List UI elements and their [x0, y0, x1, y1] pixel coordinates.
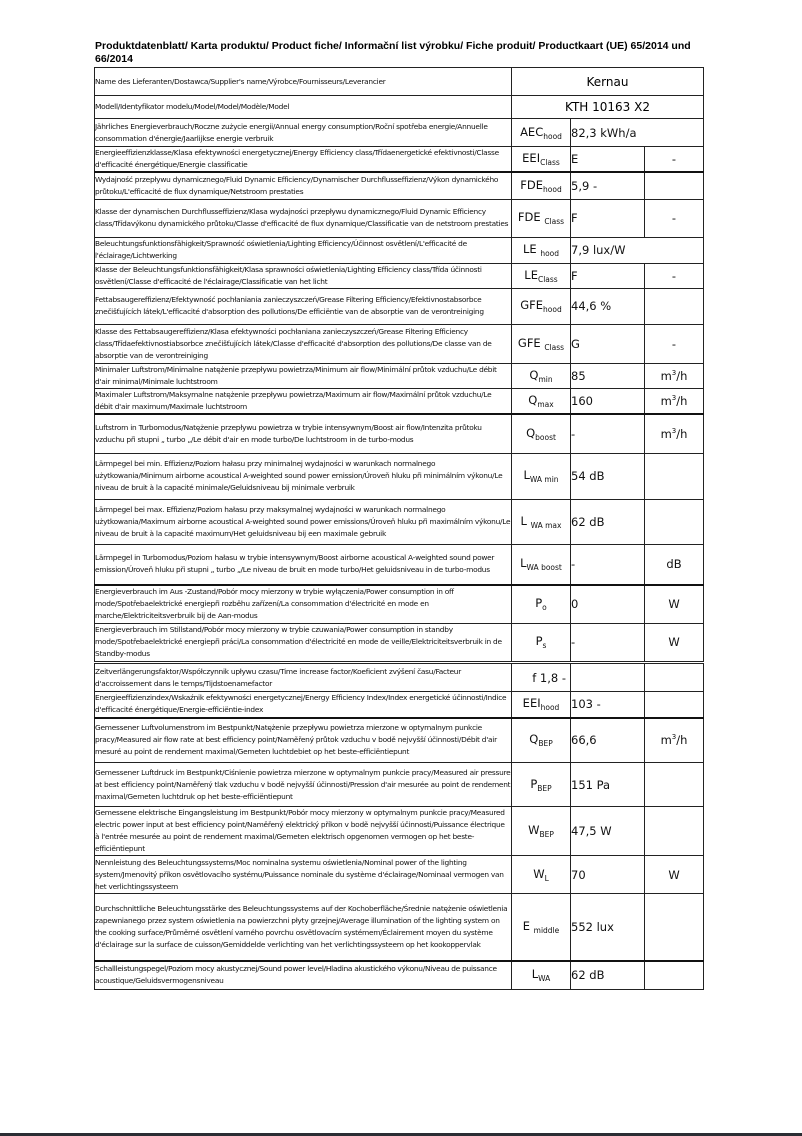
row-symbol: $EEI_{Class}$ — [512, 147, 571, 173]
row-label: Lärmpegel bei max. Effizienz/Poziom hałasu przy maksymalnej wydajności w warunkach normalnego użytkowania/Maximum airborne acoustical A-weighted sound power emissions/Úroveň hluku při maximálním výkonu/Le niveau de bruit à la capacité maximum/Het geluidsniveau bij een maximale gebruik — [95, 499, 512, 544]
row-unit: W — [645, 623, 704, 661]
row-value: F — [571, 263, 645, 288]
table-row-time-factor — [95, 664, 704, 692]
table-row-gfe-class — [95, 324, 704, 363]
supplier-label: Name des Lieferanten/Dostawca/Supplier's name/Výrobce/Fournisseurs/Leverancier — [95, 68, 512, 96]
row-unit: $m^3/h$ — [645, 363, 704, 388]
table-row-le-hood — [95, 237, 704, 263]
row-unit: - — [645, 199, 704, 237]
table-row-eei-class — [95, 147, 704, 173]
model-value: KTH 10163 X2 — [512, 96, 704, 119]
table-row-wl — [95, 856, 704, 894]
row-value — [571, 664, 645, 692]
row-label: Klasse des Fettabsaugereffizienz/Klasa efektywności pochłaniana zanieczyszczeń/Grease Filtering Efficiency class/Třídaefektivnostiabsorbce znečišťujících látek/Classe d'efficacité d'absorption des pollutions/De classe van de absorptie van de verontreiniging — [95, 324, 512, 363]
table-row-p-bep — [95, 763, 704, 807]
row-symbol: $P_s$ — [512, 623, 571, 661]
row-value: 62 dB — [571, 499, 645, 544]
table-row-e-middle — [95, 894, 704, 961]
row-value: 7,9 lux/W — [571, 237, 704, 263]
row-value: 70 — [571, 856, 645, 894]
table-row-q-boost — [95, 414, 704, 453]
row-value: 160 — [571, 388, 645, 414]
row-symbol: $P_o$ — [512, 585, 571, 623]
table-row-po — [95, 585, 704, 623]
row-symbol: $AEC_{hood}$ — [512, 119, 571, 147]
row-symbol: $L_{WA boost}$ — [512, 544, 571, 585]
row-symbol: $Q_{max}$ — [512, 388, 571, 414]
row-value: - — [571, 623, 645, 661]
row-value: 151 Pa — [571, 763, 645, 807]
table-row-q-bep — [95, 718, 704, 763]
row-label: Maximaler Luftstrom/Maksymalne natężenie przepływu powietrza/Maximum air flow/Maximální průtok vzduchu/Le débit d'air maximum/Maximale luchtstroom — [95, 388, 512, 414]
row-value: 552 lux — [571, 894, 645, 961]
table-row-ps — [95, 623, 704, 661]
row-value: G — [571, 324, 645, 363]
row-label: Zeitverlängerungsfaktor/Współczynnik upływu czasu/Time increase factor/Koeficient zvýšení času/Facteur d'accroissement dans le temps/Tijdstoenamefactor — [95, 664, 512, 692]
row-symbol: $Q_{BEP}$ — [512, 718, 571, 763]
row-unit: - — [645, 147, 704, 173]
product-fiche-table-1 — [94, 67, 704, 662]
row-unit: - — [645, 324, 704, 363]
row-label: Gemessener Luftdruck im Bestpunkt/Ciśnienie powietrza mierzone w optymalnym punkcie pracy/Measured air pressure at best efficiency point/Naměřený tlak vzduchu v bodě nejvyšší účinnosti/Pression d'air mesurée au point de rendement maximal/Gemeten luchtdruk op het beste-efficiëntiepunt — [95, 763, 512, 807]
row-unit — [645, 961, 704, 990]
row-label: Wydajność przepływu dynamicznego/Fluid Dynamic Efficiency/Dynamischer Durchflusseffizienz/Výkon dynamického průtoku/L'efficacité de flux dynamique/Netstroom prestaties — [95, 172, 512, 199]
row-symbol: $Q_{min}$ — [512, 363, 571, 388]
row-unit — [645, 894, 704, 961]
supplier-value: Kernau — [512, 68, 704, 96]
row-label: Energieeffizienzindex/Wskaźnik efektywności energetycznej/Energy Efficiency Index/Index energetické účinnosti/Indice d'efficacité énergétique/Energie-efficiëntie-index — [95, 692, 512, 718]
row-symbol: $EEI_{hood}$ — [512, 692, 571, 718]
row-unit: $m^3/h$ — [645, 718, 704, 763]
row-symbol: $FDE_{hood}$ — [512, 172, 571, 199]
table-row-le-class — [95, 263, 704, 288]
row-symbol: L $_{WA max}$ — [512, 499, 571, 544]
row-value: - — [571, 544, 645, 585]
row-value: 85 — [571, 363, 645, 388]
row-unit: $m^3/h$ — [645, 388, 704, 414]
row-symbol: $P_{BEP}$ — [512, 763, 571, 807]
table-row-q-max — [95, 388, 704, 414]
row-value: 5,9 - — [571, 172, 645, 199]
row-value: 44,6 % — [571, 288, 645, 324]
row-unit — [645, 807, 704, 856]
table-row-lwa — [95, 961, 704, 990]
row-symbol: LE $_{hood}$ — [512, 237, 571, 263]
row-unit — [645, 763, 704, 807]
row-value: 54 dB — [571, 453, 645, 499]
row-unit — [645, 172, 704, 199]
row-symbol: FDE $_{Class}$ — [512, 199, 571, 237]
table-row-aec — [95, 119, 704, 147]
row-label: Energieeffizienzklasse/Klasa efektywności energetycznej/Energy Efficiency class/Třídaenergetické efektivnosti/Classe d'efficacité énergétique/Energie classificatie — [95, 147, 512, 173]
row-label: Nennleistung des Beleuchtungssystems/Moc nominalna systemu oświetlenia/Nominal power of the lighting system/Jmenovitý příkon osvětlovacího systému/Puissance nominale du système d'éclairage/Nominaal vermogen van het verlichtingssysteem — [95, 856, 512, 894]
row-value: - — [571, 414, 645, 453]
document-title: Produktdatenblatt/ Karta produktu/ Product fiche/ Informační list výrobku/ Fiche produit/ Productkaart (UE) 65/2014 und 66/2014 — [95, 40, 691, 65]
row-label: Lärmpegel bei min. Effizienz/Poziom hałasu przy minimalnej wydajności w warunkach normalnego użytkowania/Minimum airborne acoustical A-weighted sound power emission/Úroveň hluku při minimálním výkonu/Le niveau de bruit à la capacité minimale/Geluidsniveau bij minimale verbruik — [95, 453, 512, 499]
table-row-gfe-hood — [95, 288, 704, 324]
row-label: Gemessener Luftvolumenstrom im Bestpunkt/Natężenie przepływu powietrza mierzone w optymalnym punkcie pracy/Measured air flow rate at best efficiency point/Naměřený průtok vzduchu v bodě nejvyšší účinnosti/Débit d'air mesuré au point de rendement maximal/Gemeten luchtdebiet op het beste-efficiëntiepunt — [95, 718, 512, 763]
row-unit — [645, 499, 704, 544]
row-symbol: $GFE_{hood}$ — [512, 288, 571, 324]
row-label: Fettabsaugereffizienz/Efektywność pochłaniania zanieczyszczeń/Grease Filtering Efficiency/Efektivnostabsorbce znečišťujících látek/L'efficacité d'absorption des pollutions/De efficiëntie van de absorptie van de verontreiniging — [95, 288, 512, 324]
product-fiche-table-2 — [94, 663, 704, 990]
row-value: 103 - — [571, 692, 645, 718]
row-value: 82,3 kWh/a — [571, 119, 704, 147]
row-label: Energieverbrauch im Stillstand/Pobór mocy mierzony w trybie czuwania/Power consumption in standby mode/Spotřebaelektrické energiepři práci/La consommation d'électricité en mode de veille/Elektriciteitsverbruik in de Standby-modus — [95, 623, 512, 661]
row-label: Klasse der Beleuchtungsfunktionsfähigkeit/Klasa sprawności oświetlenia/Lighting Efficiency class/Třída účinnosti osvětlení/Classe d'efficacité de l'éclairage/Classificatie van het licht — [95, 263, 512, 288]
row-label: Luftstrom in Turbomodus/Natężenie przepływu powietrza w trybie intensywnym/Boost air flow/Intenzita průtoku vzduchu při stupni „ turbo „/Le débit d'air en mode turbo/De luchtstroom in de turbo-modus — [95, 414, 512, 453]
row-label: Minimaler Luftstrom/Minimalne natężenie przepływu powietrza/Minimum air flow/Minimální průtok vzduchu/Le débit d'air minimal/Minimale luchtstroom — [95, 363, 512, 388]
row-label: Schallleistungspegel/Poziom mocy akustycznej/Sound power level/Hladina akustického výkonu/Niveau de puissance acoustique/Geluidsvermogensniveau — [95, 961, 512, 990]
row-label: Energieverbrauch im Aus -Zustand/Pobór mocy mierzony w trybie wyłączenia/Power consumption in off mode/Spotřebaelektrické energiepři rozběhu zařízení/La consommation d'électricité en mode en marche/Elektriciteitsverbruik bij de Aan-modus — [95, 585, 512, 623]
row-label: Jährliches Energieverbrauch/Roczne zużycie energii/Annual energy consumption/Roční spotřeba energie/Annuelle consommation d'énergie/Jaarlijkse energie verbruik — [95, 119, 512, 147]
table-row-lwa-min — [95, 453, 704, 499]
row-unit — [645, 664, 704, 692]
table-row-q-min — [95, 363, 704, 388]
row-symbol: $W_{BEP}$ — [512, 807, 571, 856]
table-row-lwa-max — [95, 499, 704, 544]
row-symbol: $Q_{boost}$ — [512, 414, 571, 453]
row-unit: - — [645, 263, 704, 288]
table-row-fde-hood — [95, 172, 704, 199]
row-value: 47,5 W — [571, 807, 645, 856]
row-symbol: $L_{WA}$ — [512, 961, 571, 990]
table-row-eei-hood — [95, 692, 704, 718]
row-symbol: $L_{WA min}$ — [512, 453, 571, 499]
model-label: Modell/Identyfikator modelu/Model/Model/Modèle/Model — [95, 96, 512, 119]
row-symbol: GFE $_{Class}$ — [512, 324, 571, 363]
row-label: Durchschnittliche Beleuchtungsstärke des Beleuchtungssystems auf der Kochoberfläche/Średnie natężenie oświetlenia zapewnianego przez system oświetlenia na powierzchni płyty grzejnej/Average illumination of the lighting system on the cooking surface/Průměrné osvětlení varného povrchu osvětlovacím systémem/Éclairement moyen du système d'éclairage sur la surface de cuisson/Gemiddelde verlichting van het verlichtingssysteem op het kookoppervlak — [95, 894, 512, 961]
row-symbol: f 1,8 - — [512, 664, 571, 692]
row-unit — [645, 288, 704, 324]
row-value: 62 dB — [571, 961, 645, 990]
row-unit: W — [645, 856, 704, 894]
model-row — [95, 96, 704, 119]
row-value: E — [571, 147, 645, 173]
table-row-fde-class — [95, 199, 704, 237]
table-row-lwa-boost — [95, 544, 704, 585]
row-label: Lärmpegel in Turbomodus/Poziom hałasu w trybie intensywnym/Boost airborne acoustical A-weighted sound power emission/Úroveň hluku při stupni „ turbo „/Le niveau de bruit en mode turbo/Het geluidsniveau in de turbo-modus — [95, 544, 512, 585]
row-symbol: $LE_{Class}$ — [512, 263, 571, 288]
table-row-w-bep — [95, 807, 704, 856]
row-unit: W — [645, 585, 704, 623]
row-unit: dB — [645, 544, 704, 585]
supplier-row — [95, 68, 704, 96]
row-symbol: E $_{middle}$ — [512, 894, 571, 961]
row-unit: $m^3/h$ — [645, 414, 704, 453]
row-value: F — [571, 199, 645, 237]
row-value: 66,6 — [571, 718, 645, 763]
row-label: Klasse der dynamischen Durchflusseffizienz/Klasa wydajności przepływu dynamicznego/Fluid Dynamic Efficiency class/Třídavýkonu dynamického průtoku/Classe d'efficacité de flux dynamique/Classificatie van de netstroom prestaties — [95, 199, 512, 237]
row-unit — [645, 692, 704, 718]
row-value: 0 — [571, 585, 645, 623]
row-unit — [645, 453, 704, 499]
row-label: Gemessene elektrische Eingangsleistung im Bestpunkt/Pobór mocy mierzony w optymalnym punkcie pracy/Measured electric power input at best efficiency point/Naměřený elektrický příkon v bodě nejvyšší účinnosti/Puissance électrique à l'entrée mesurée au point de rendement maximal/Gemeten elektrisch opgenomen vermogen op het beste-efficiëntiepunt — [95, 807, 512, 856]
row-symbol: $W_L$ — [512, 856, 571, 894]
row-label: Beleuchtungsfunktionsfähigkeit/Sprawność oświetlenia/Lighting Efficiency/Účinnost osvětlení/L'efficacité de l'éclairage/Lichtwerking — [95, 237, 512, 263]
